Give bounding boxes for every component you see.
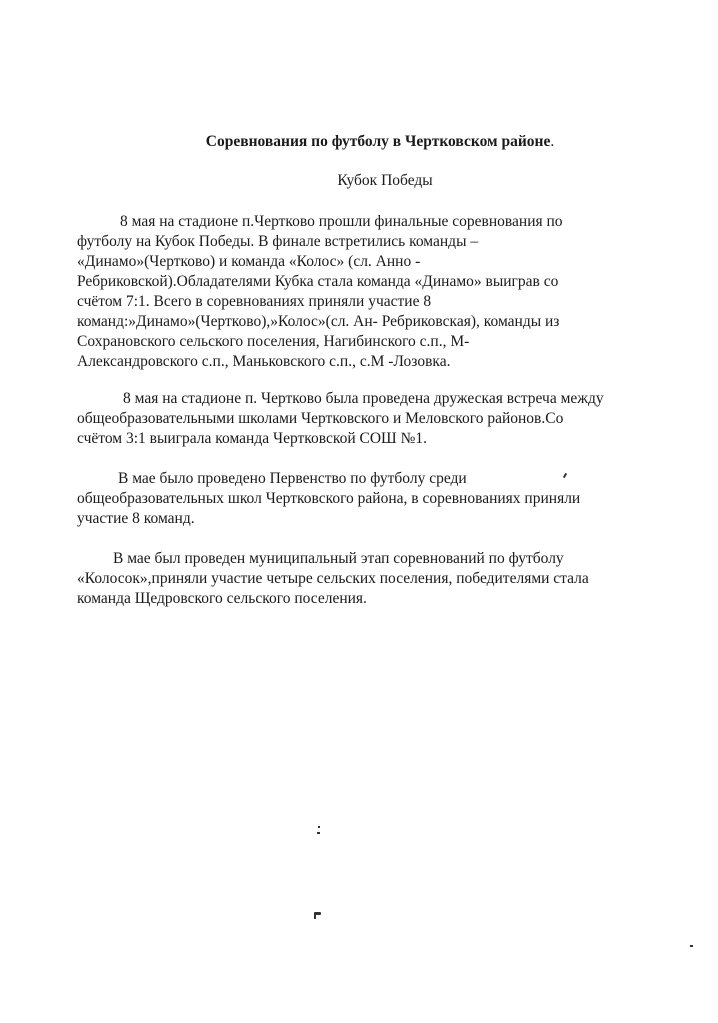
scan-speck	[318, 826, 320, 828]
scan-speck	[314, 914, 316, 919]
text-line: 8 мая на стадионе п. Чертково была проведена дружеская встреча между	[123, 390, 604, 407]
text-line: общеобразовательными школами Чертковского и Меловского районов.Со	[77, 410, 564, 427]
text-line: 8 мая на стадионе п.Чертково прошли финальные соревнования по	[120, 213, 563, 230]
scan-speck	[317, 832, 320, 834]
text-line: «Колосок»,приняли участие четыре сельских поселения, победителями стала	[77, 570, 589, 587]
text-line: общеобразовательных школ Чертковского района, в соревнованиях приняли	[77, 490, 581, 507]
text-line: счётом 7:1. Всего в соревнованиях приняли участие 8	[77, 293, 432, 310]
scan-speck	[690, 945, 693, 947]
paragraph-friendly-match	[77, 389, 677, 449]
text-line: команд:»Динамо»(Чертково),»Колос»(сл. Ан- Ребриковская), команды из	[77, 313, 560, 330]
text-line: участие 8 команд.	[77, 510, 195, 527]
paragraph-school-championship	[77, 469, 677, 529]
document-title	[0, 132, 718, 152]
text-line: Сохрановского сельского поселения, Нагибинского с.п., М-	[77, 333, 470, 350]
text-line: команда Щедровского сельского поселения.	[77, 590, 367, 607]
text-line: футболу на Кубок Победы. В финале встретились команды –	[77, 233, 479, 250]
title-text: Соревнования по футболу в Чертковском районе	[205, 133, 551, 150]
text-line: «Динамо»(Чертково) и команда «Колос» (сл. Анно -	[77, 253, 421, 270]
text-line: В мае было проведено Первенство по футболу среди	[118, 470, 467, 487]
title-period: .	[550, 133, 555, 150]
text-line: счётом 3:1 выиграла команда Чертковской СОШ №1.	[77, 430, 427, 447]
text-line: В мае был проведен муниципальный этап соревнований по футболу	[113, 550, 564, 567]
text-line: Александровского с.п., Маньковского с.п., с.М -Лозовка.	[77, 353, 451, 370]
document-subtitle: Кубок Победы	[337, 172, 433, 189]
paragraph-cup-final	[77, 212, 677, 372]
paragraph-kolosok-stage	[77, 549, 677, 609]
text-line: Ребриковской).Обладателями Кубка стала команда «Динамо» выиграв со	[77, 273, 559, 290]
